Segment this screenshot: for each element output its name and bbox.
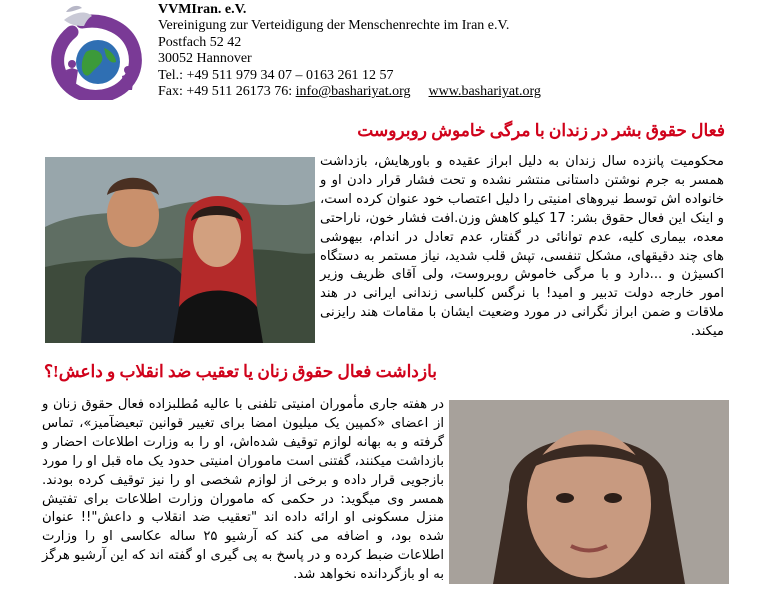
article-2-body: در هفته جاری مأموران امنیتی تلفنی با عالیه مُطلبزاده فعال حقوق زنان و از اعضای «کمپین یک میلیون امضا برای تغییر قوانین تبعیضآمیز»، تماس گرفته و به بهانه لوازم توقیف شده‌اش، او را به وزارت اطلاعات احضار و بازداشت میکنند، گفتنی است ماموران امنیتی حدود یک ماه قبل او را مورد بازجویی قرار داده و برخی از لوازم شخصی او را نیز توقیف کرده بودند. همسر وی میگوید: در حکمی که ماموران وزارت اطلاعات برای تفتیش منزل مسکونی او ارائه داده اند "تعقیب ضد انقلاب و داعش"!! عنوان شده بود، و اضافه می کند که آرشیو ۲۵ ساله عکاسی او را وزارت اطلاعات ضبط کرده و در پاسخ به پی گیری او گفته اند که این آرشیو هرگز به او بازگردانده نخواهد شد. <box>42 397 445 583</box>
article-1-body: محکومیت پانزده سال زندان به دلیل ابراز عقیده و باورهایش، بازداشت همسر به جرم نوشتن داستانی منتشر نشده و تحت فشار قرار دادن او و خانواده اش توسط نیروهای امنیتی را دلیل اعتصاب خود عنوان کرده است، و اینک این فعال حقوق بشر: 17 کیلو کاهش وزن.افت فشار خون، ناراحتی معده، بیماری کلیه، عدم توانائی در گفتار، عدم تعادل در اندام، بیهوشی های چند دقیقهای، مشکل تنفسی، تپش قلب شدید، نیاز مستمر به دستگاه اکسیژن و ...دارد و با مرگی خاموش روبروست، ولی آقای ظریف وزیر امور خارجه دولت تدبیر و امید! با نرگس کلباسی زندانی ایرانی در هند ملاقات و ضمن ابراز نگرانی در مورد وضعیت ایشان با مقامات هند رایزنی میکند. <box>320 154 724 340</box>
article-1-headline: فعال حقوق بشر در زندان با مرگی خاموش روبروست <box>357 121 725 140</box>
organization-logo <box>42 4 150 100</box>
postal-city: 30052 Hannover <box>158 51 252 67</box>
organization-header <box>158 2 541 100</box>
fax-number: Fax: +49 511 26173 76: <box>158 84 293 100</box>
organization-full-name: Vereinigung zur Verteidigung der Menschenrechte im Iran e.V. <box>158 18 510 34</box>
website-link[interactable]: www.bashariyat.org <box>428 84 541 100</box>
article-2-photo <box>449 400 729 584</box>
article-1-photo <box>45 157 315 343</box>
email-link[interactable]: info@bashariyat.org <box>295 84 411 100</box>
telephone: Tel.: +49 511 979 34 07 – 0163 261 12 57 <box>158 67 394 83</box>
organization-name: VVMIran. e.V. <box>158 2 247 17</box>
article-2-headline: بازداشت فعال حقوق زنان یا تعقیب ضد انقلاب و داعش!؟ <box>44 362 437 381</box>
postal-address: Postfach 52 42 <box>158 34 242 50</box>
fax-line <box>158 84 541 100</box>
